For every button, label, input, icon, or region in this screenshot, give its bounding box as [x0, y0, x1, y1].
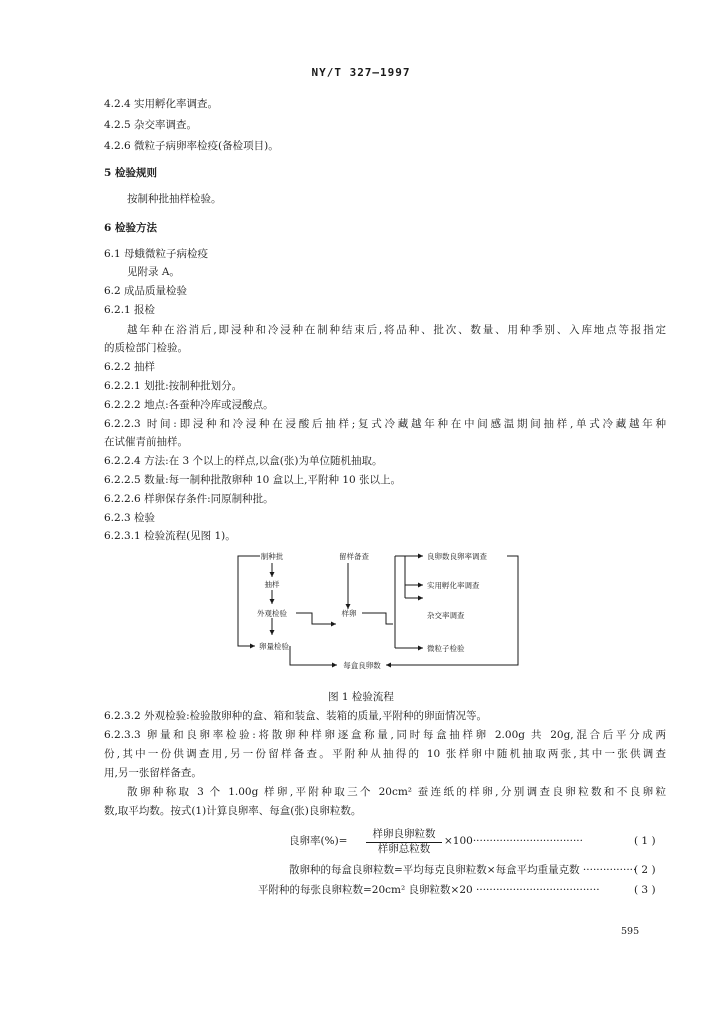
item-6-2-3: 6.2.3 检验 [104, 512, 156, 524]
formula-1-tail: ×100································· [444, 835, 583, 847]
formula-1-label: 良卵率(%)= [289, 835, 348, 847]
item-6-2-2-2: 6.2.2.2 地点:各蚕种冷库或浸酸点。 [104, 399, 274, 411]
arrow-appearance-to-sample [296, 613, 336, 624]
item-6-2-2-3-a: 6.2.2.3 时间:即浸种和冷浸种在浸酸后抽样;复式冷藏越年种在中间感温期间抽样,单式冷藏越年种 [104, 418, 666, 430]
item-4-2-5: 4.2.5 杂交率调查。 [104, 119, 198, 131]
formula-1-denominator: 样卵总粒数 [377, 843, 431, 855]
line-sample-to-right [362, 613, 393, 624]
item-6-2-3-2: 6.2.3.2 外观检验:检验散卵种的盒、箱和装盒、装箱的质量,平附种的卵面情况等。 [104, 710, 487, 722]
item-6-2-3-3-c: 用,另一张留样备查。 [104, 767, 202, 779]
item-6-2-3-3-a: 6.2.3.3 卵量和良卵率检验:将散卵种样卵逐盒称量,同时每盒抽样卵 2.00g 共 20g,混合后平分成两 [104, 729, 666, 741]
node-hybrid-rate: 杂交率调查 [427, 611, 465, 620]
node-batch: 制种批 [260, 552, 284, 561]
document-header: NY/T 327—1997 [311, 66, 411, 79]
node-reserve: 留样备查 [339, 552, 369, 561]
node-per-box: 每盒良卵数 [343, 661, 381, 670]
paragraph-sampling-a: 散卵种称取 3 个 1.00g 样卵,平附种取三个 20cm² 蚕连纸的样卵,分别调查良卵粒数和不良卵粒 [127, 786, 666, 798]
formula-1-fraction [366, 828, 442, 856]
node-hatch-rate: 实用孵化率调查 [427, 581, 480, 590]
item-6-2-2-6: 6.2.2.6 样卵保存条件:同原制种批。 [104, 493, 274, 505]
item-6-2-2-5: 6.2.2.5 数量:每一制种批散卵种 10 盒以上,平附种 10 张以上。 [104, 474, 402, 486]
paragraph-sampling-b: 数,取平均数。按式(1)计算良卵率、每盒(张)良卵粒数。 [104, 805, 362, 817]
formula-2: 散卵种的每盒良卵粒数=平均每克良卵粒数×每盒平均重量克数 ················ [289, 864, 637, 876]
section-6-heading: 6 检验方法 [104, 222, 157, 234]
item-6-2-1: 6.2.1 报检 [104, 304, 156, 316]
section-5-heading: 5 检验规则 [104, 167, 157, 179]
formula-1-numerator: 样卵良卵粒数 [366, 828, 442, 843]
item-6-2-1-text-b: 的质检部门检验。 [104, 342, 188, 354]
formula-3-number: ( 3 ) [634, 884, 656, 896]
node-good-egg-rate: 良卵数良卵率调查 [427, 552, 487, 561]
arrow-good-rate-to-per-box [386, 556, 518, 665]
node-egg-qty: 卵量检验 [259, 642, 289, 651]
item-6-2-2: 6.2.2 抽样 [104, 361, 156, 373]
item-6-2-2-4: 6.2.2.4 方法:在 3 个以上的样点,以盒(张)为单位随机抽取。 [104, 455, 383, 467]
item-6-1: 6.1 母蛾微粒子病检疫 [104, 248, 209, 260]
node-sampling: 抽样 [264, 580, 280, 589]
node-appearance: 外观检验 [257, 609, 287, 618]
formula-3: 平附种的每张良卵粒数=20cm² 良卵粒数×20 ····································· [258, 884, 600, 896]
arrow-batch-to-eggqty-loop [238, 556, 260, 646]
item-6-1-ref: 见附录 A。 [127, 266, 180, 278]
item-6-2-2-1: 6.2.2.1 划批:按制种批划分。 [104, 380, 243, 392]
item-4-2-6: 4.2.6 微粒子病卵率检疫(备检项目)。 [104, 140, 279, 152]
section-5-text: 按制种批抽样检验。 [127, 193, 222, 205]
item-4-2-4: 4.2.4 实用孵化率调查。 [104, 98, 219, 110]
item-6-2-3-3-b: 份,其中一份供调查用,另一份留样备查。平附种从抽得的 10 张样卵中随机抽取两张,其中一张供调查 [104, 748, 666, 760]
node-sample-eggs: 样卵 [341, 609, 357, 618]
figure-caption: 图 1 检验流程 [328, 691, 394, 703]
line-eggqty-to-per-box [290, 646, 330, 665]
page-number: 595 [621, 926, 640, 937]
node-pebrine: 微粒子检验 [427, 644, 465, 653]
formula-2-number: ( 2 ) [634, 864, 656, 876]
item-6-2-3-1: 6.2.3.1 检验流程(见图 1)。 [104, 530, 236, 542]
item-6-2-2-3-b: 在试催青前抽样。 [104, 436, 188, 448]
item-6-2: 6.2 成品质量检验 [104, 285, 188, 297]
formula-1-number: ( 1 ) [634, 835, 656, 847]
item-6-2-1-text-a: 越年种在浴消后,即浸种和冷浸种在制种结束后,将品种、批次、数量、用种季别、入库地点等报指定 [127, 324, 666, 336]
